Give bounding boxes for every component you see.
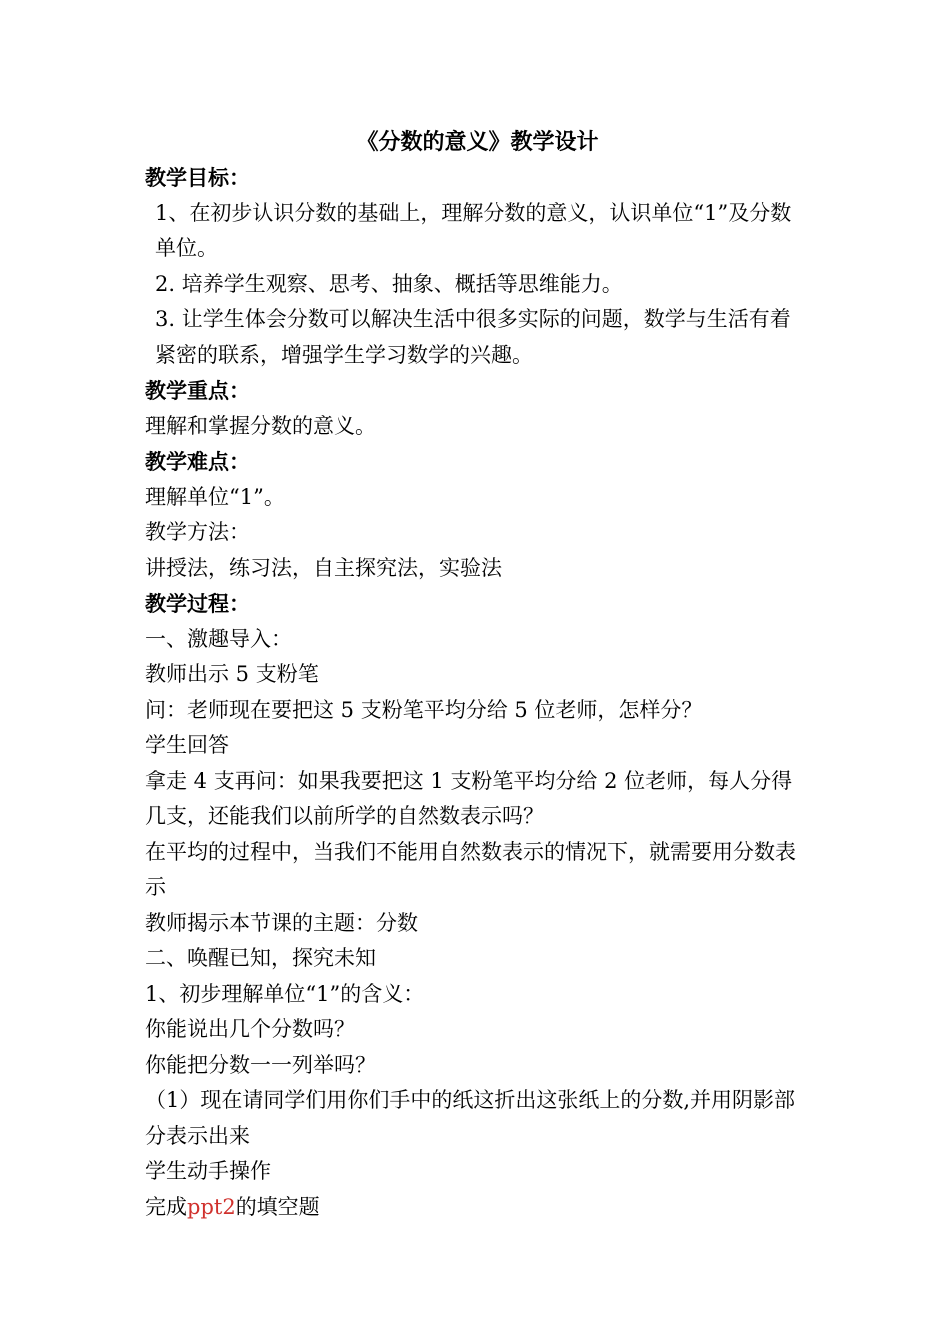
- paragraph-12-prefix: 完成: [145, 1194, 187, 1219]
- goal-3: 3. 让学生体会分数可以解决生活中很多实际的问题，数学与生活有着紧密的联系，增强学生学习数学的兴趣。: [155, 307, 791, 367]
- goals-heading: 教学目标：: [145, 165, 250, 190]
- document-body: [145, 124, 810, 1225]
- process-heading: 教学过程：: [145, 591, 250, 616]
- paragraph-5: 在平均的过程中，当我们不能用自然数表示的情况下，就需要用分数表示: [145, 839, 796, 899]
- paragraph-9: 你能把分数一一列举吗？: [145, 1052, 376, 1077]
- paragraph-11: 学生动手操作: [145, 1159, 271, 1183]
- difficulty-heading: 教学难点：: [145, 449, 250, 474]
- method-text: 讲授法，练习法，自主探究法，实验法: [145, 555, 502, 580]
- step-1-heading: 一、激趣导入：: [145, 626, 292, 651]
- paragraph-12: [145, 1190, 810, 1226]
- paragraph-4: 拿走 4 支再问：如果我要把这 1 支粉笔平均分给 2 位老师，每人分得几支，还能我们以前所学的自然数表示吗？: [145, 768, 793, 828]
- goal-1: 1、在初步认识分数的基础上，理解分数的意义，认识单位“1”及分数单位。: [155, 200, 792, 260]
- paragraph-10: （1）现在请同学们用你们手中的纸这折出这张纸上的分数,并用阴影部分表示出来: [145, 1088, 796, 1148]
- paragraph-7: 1、初步理解单位“1”的含义：: [145, 981, 425, 1006]
- paragraph-8: 你能说出几个分数吗？: [145, 1017, 355, 1041]
- step-2-heading: 二、唤醒已知，探究未知: [145, 946, 376, 970]
- method-heading: 教学方法：: [145, 520, 250, 544]
- paragraph-12-suffix: 的填空题: [235, 1194, 320, 1219]
- paragraph-3: 学生回答: [145, 733, 229, 757]
- difficulty-text: 理解单位“1”。: [145, 484, 285, 509]
- document-title: 《分数的意义》教学设计: [356, 129, 599, 155]
- key-text: 理解和掌握分数的意义。: [145, 413, 376, 438]
- paragraph-1: 教师出示 5 支粉笔: [145, 662, 319, 686]
- paragraph-2: 问：老师现在要把这 5 支粉笔平均分给 5 位老师，怎样分？: [145, 697, 703, 722]
- key-heading: 教学重点：: [145, 378, 250, 403]
- goal-2: 2. 培养学生观察、思考、抽象、概括等思维能力。: [155, 271, 623, 296]
- ppt2-reference: ppt2: [187, 1194, 236, 1219]
- paragraph-6: 教师揭示本节课的主题：分数: [145, 910, 418, 935]
